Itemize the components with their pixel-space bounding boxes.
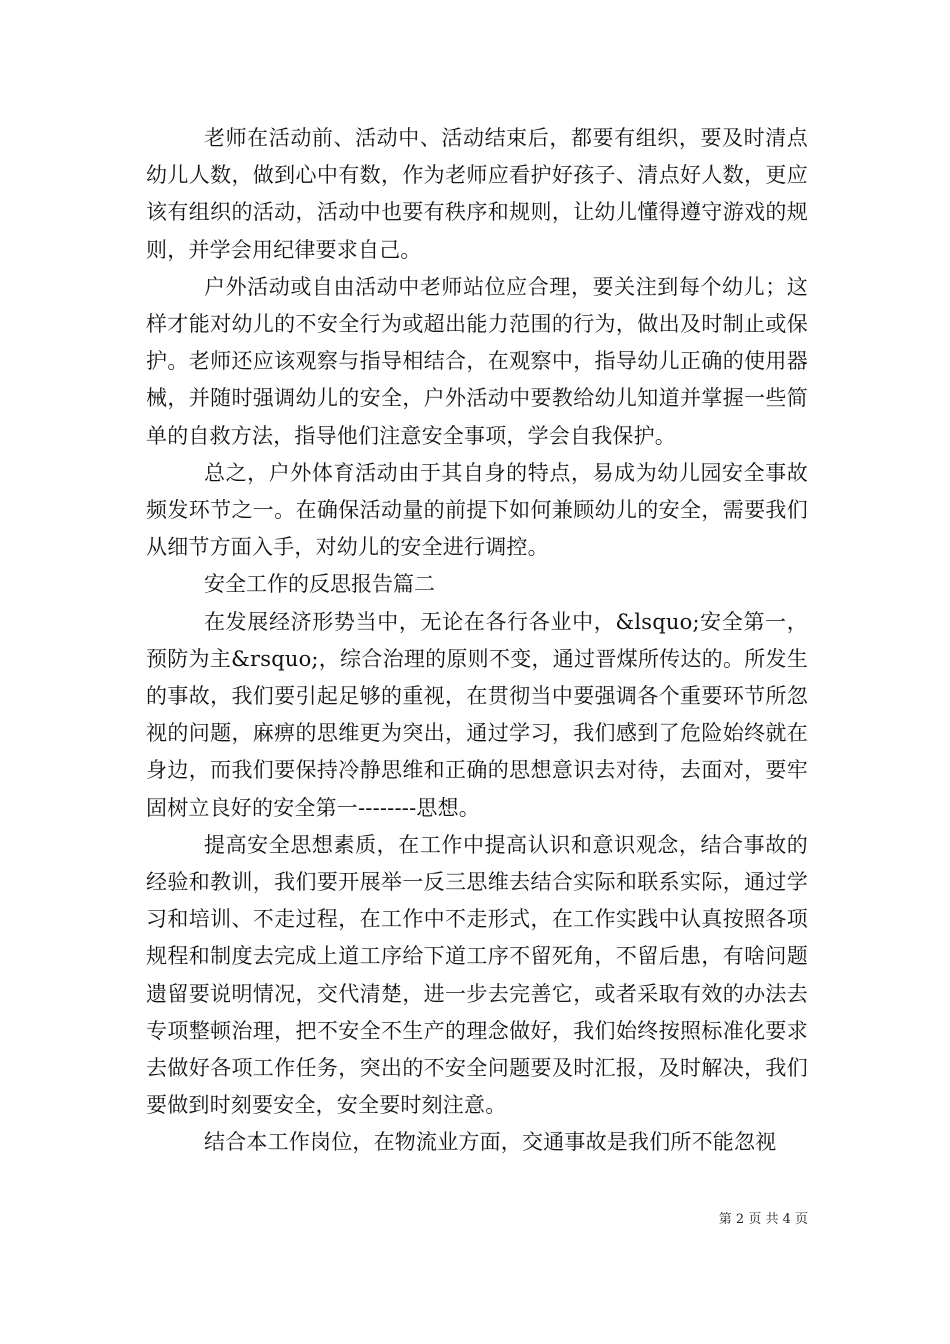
paragraph-teacher-organization: 老师在活动前、活动中、活动结束后，都要有组织，要及时清点幼儿人数，做到心中有数，作为老师应看护好孩子、清点好人数，更应该有组织的活动，活动中也要有秩序和规则，让幼儿懂得遵守游戏的规则，并学会用纪律要求自己。: [146, 126, 808, 262]
section-heading: 安全工作的反思报告篇二: [204, 572, 435, 597]
paragraph-logistics: 结合本工作岗位，在物流业方面，交通事故是我们所不能忽视: [204, 1130, 777, 1155]
document-body: [146, 120, 808, 1162]
paragraph-safety-first: 在发展经济形势当中，无论在各行各业中，&lsquo;安全第一，预防为主&rsquo;，综合治理的原则不变，通过晋煤所传达的。所发生的事故，我们要引起足够的重视，在贯彻当中要强调各个重要环节所忽视的问题，麻痹的思维更为突出，通过学习，我们感到了危险始终就在身边，而我们要保持冷静思维和正确的思想意识去对待，去面对，要牢固树立良好的安全第一--------思想。: [146, 609, 808, 820]
paragraph-conclusion: 总之，户外体育活动由于其自身的特点，易成为幼儿园安全事故频发环节之一。在确保活动量的前提下如何兼顾幼儿的安全，需要我们从细节方面入手，对幼儿的安全进行调控。: [146, 460, 808, 560]
paragraph-outdoor-positioning: 户外活动或自由活动中老师站位应合理，要关注到每个幼儿；这样才能对幼儿的不安全行为或超出能力范围的行为，做出及时制止或保护。老师还应该观察与指导相结合，在观察中，指导幼儿正确的使用器械，并随时强调幼儿的安全，户外活动中要教给幼儿知道并掌握一些简单的自救方法，指导他们注意安全事项，学会自我保护。: [146, 274, 808, 448]
page-indicator: 第 2 页 共 4 页: [718, 1212, 808, 1227]
paragraph-safety-awareness: 提高安全思想素质，在工作中提高认识和意识观念，结合事故的经验和教训，我们要开展举一反三思维去结合实际和联系实际，通过学习和培训、不走过程，在工作中不走形式，在工作实践中认真按照各项规程和制度去完成上道工序给下道工序不留死角，不留后患，有啥问题遗留要说明情况，交代清楚，进一步去完善它，或者采取有效的办法去专项整顿治理，把不安全不生产的理念做好，我们始终按照标准化要求去做好各项工作任务，突出的不安全问题要及时汇报，及时解决，我们要做到时刻要安全，安全要时刻注意。: [146, 832, 808, 1118]
